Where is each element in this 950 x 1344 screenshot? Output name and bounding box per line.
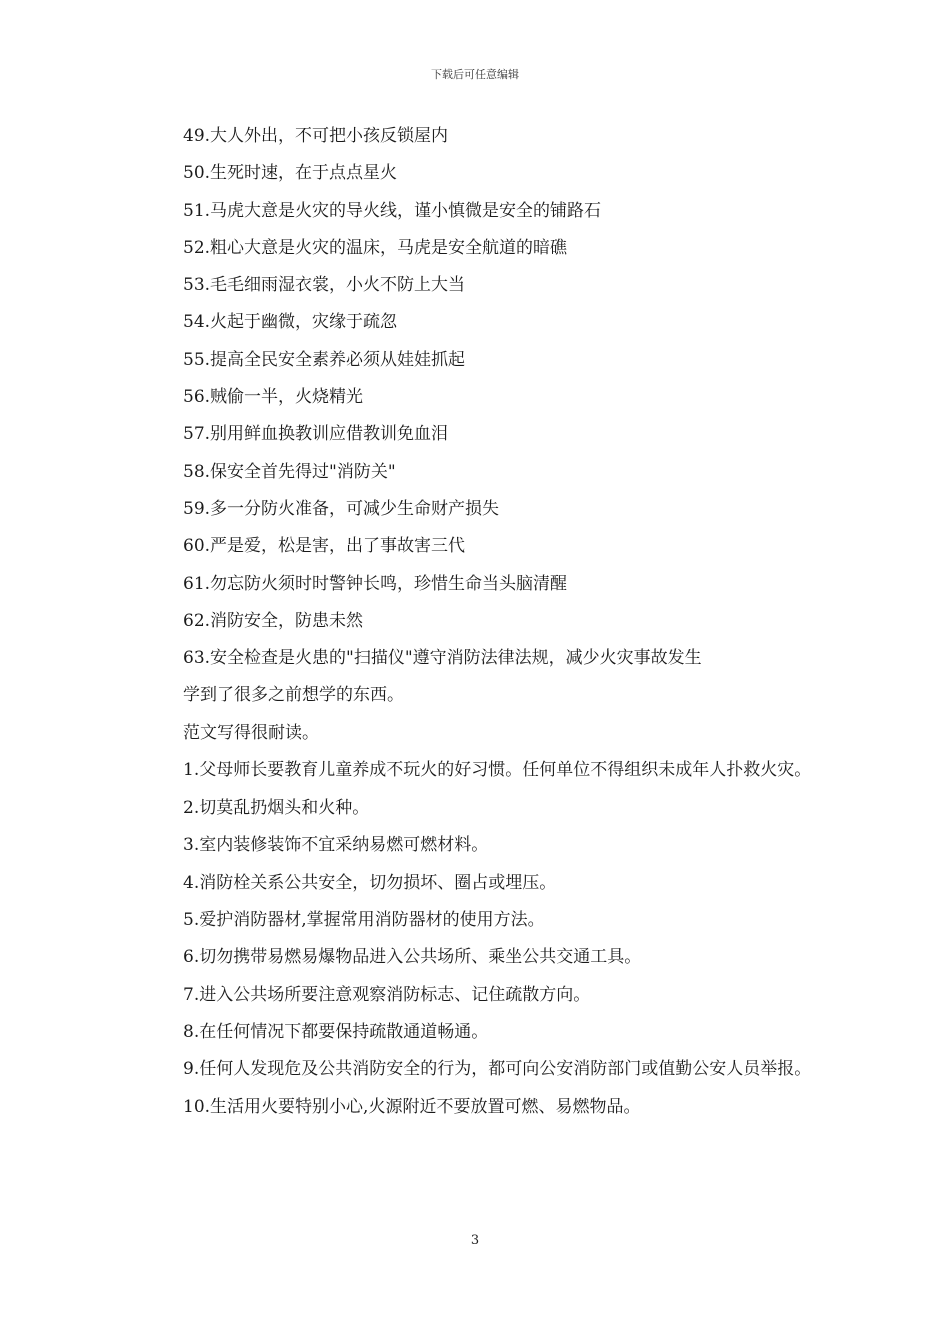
tip-line: 4.消防栓关系公共安全，切勿损坏、圈占或埋压。 — [183, 872, 557, 893]
tip-line: 2.切莫乱扔烟头和火种。 — [183, 798, 370, 819]
slogan-line: 56.贼偷一半，火烧精光 — [183, 387, 364, 408]
slogan-line: 62.消防安全，防患未然 — [183, 610, 364, 631]
slogan-line: 57.别用鲜血换教训应借教训免血泪 — [183, 424, 449, 445]
tip-line: 5.爱护消防器材,掌握常用消防器材的使用方法。 — [183, 909, 545, 930]
slogan-line: 52.粗心大意是火灾的温床，马虎是安全航道的暗礁 — [183, 237, 568, 258]
tip-line: 3.室内装修装饰不宜采纳易燃可燃材料。 — [183, 835, 489, 856]
tip-line: 7.进入公共场所要注意观察消防标志、记住疏散方向。 — [183, 984, 591, 1005]
slogan-line: 58.保安全首先得过"消防关" — [183, 461, 396, 482]
tip-paragraph: 9.任何人发现危及公共消防安全的行为，都可向公安消防部门或值勤公安人员举报。 — [183, 1059, 812, 1080]
page-header: 下载后可任意编辑 — [431, 68, 519, 81]
page-number: 3 — [470, 1233, 480, 1248]
comment-line: 学到了很多之前想学的东西。 — [183, 685, 404, 706]
slogan-line: 55.提高全民安全素养必须从娃娃抓起 — [183, 349, 466, 370]
slogan-line: 61.勿忘防火须时时警钟长鸣，珍惜生命当头脑清醒 — [183, 573, 568, 594]
slogan-line: 63.安全检查是火患的"扫描仪"遵守消防法律法规，减少火灾事故发生 — [183, 648, 702, 669]
slogan-line: 50.生死时速，在于点点星火 — [183, 163, 398, 184]
tip-line: 10.生活用火要特别小心,火源附近不要放置可燃、易燃物品。 — [183, 1097, 641, 1118]
slogan-line: 54.火起于幽微，灾缘于疏忽 — [183, 312, 398, 333]
slogan-line: 59.多一分防火准备，可减少生命财产损失 — [183, 498, 500, 519]
tip-line: 6.切勿携带易燃易爆物品进入公共场所、乘坐公共交通工具。 — [183, 947, 642, 968]
slogan-line: 49.大人外出，不可把小孩反锁屋内 — [183, 126, 449, 146]
slogan-line: 51.马虎大意是火灾的导火线，谨小慎微是安全的铺路石 — [183, 200, 602, 221]
document-body — [144, 118, 824, 1126]
tip-paragraph: 1.父母师长要教育儿童养成不玩火的好习惯。任何单位不得组织未成年人扑救火灾。 — [183, 760, 812, 781]
slogan-line: 60.严是爱，松是害，出了事故害三代 — [183, 536, 466, 557]
slogan-line: 53.毛毛细雨湿衣裳，小火不防上大当 — [183, 275, 466, 296]
tip-line: 8.在任何情况下都要保持疏散通道畅通。 — [183, 1021, 489, 1042]
comment-line: 范文写得很耐读。 — [183, 722, 319, 743]
